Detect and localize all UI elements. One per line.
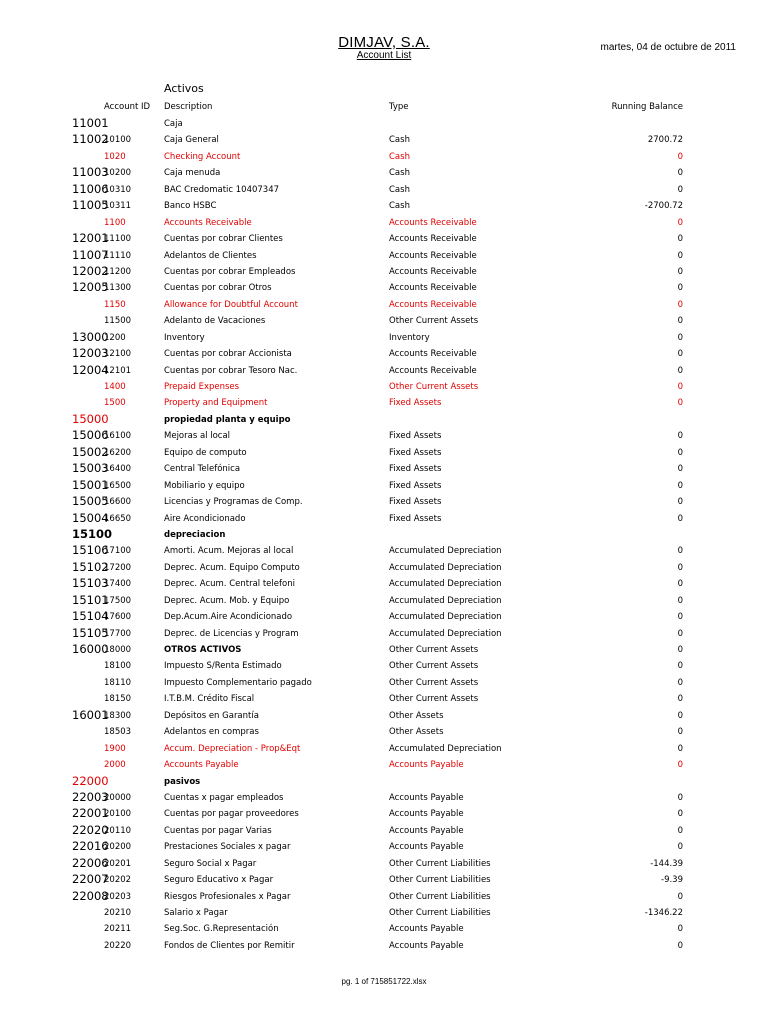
account-description: Salario x Pagar bbox=[164, 908, 228, 918]
running-balance: 0 bbox=[677, 727, 683, 738]
table-row bbox=[0, 132, 768, 148]
account-type: Cash bbox=[389, 135, 410, 146]
table-row bbox=[0, 724, 768, 740]
account-type: Other Current Assets bbox=[389, 694, 479, 705]
table-row bbox=[0, 790, 768, 806]
old-account-id: 15101 bbox=[72, 592, 109, 607]
account-type: Accounts Receivable bbox=[389, 283, 477, 294]
page-footer: pg. 1 of 715851722.xlsx bbox=[341, 977, 427, 986]
table-row bbox=[0, 198, 768, 214]
account-id: 20210 bbox=[104, 908, 132, 918]
account-id: 17700 bbox=[104, 628, 132, 639]
account-description: Mejoras al local bbox=[164, 431, 231, 442]
table-row bbox=[0, 658, 768, 674]
old-account-id: 15002 bbox=[72, 444, 109, 459]
account-description: depreciacion bbox=[164, 529, 226, 540]
table-row bbox=[0, 280, 768, 296]
old-account-id: 22000 bbox=[72, 773, 109, 788]
account-id: 20100 bbox=[104, 809, 132, 820]
running-balance: 0 bbox=[677, 842, 683, 853]
old-account-id: 22008 bbox=[72, 888, 109, 903]
running-balance: 0 bbox=[677, 628, 683, 639]
account-description: Deprec. Acum. Central telefoni bbox=[164, 579, 295, 590]
running-balance: 0 bbox=[677, 283, 683, 294]
table-row bbox=[0, 116, 768, 132]
old-account-id: 16000 bbox=[72, 642, 109, 656]
running-balance: 0 bbox=[677, 694, 683, 705]
old-account-id: 15004 bbox=[72, 510, 109, 525]
old-account-id: 22003 bbox=[72, 789, 109, 804]
old-account-id: 12004 bbox=[72, 362, 109, 377]
account-id: 11200 bbox=[104, 266, 132, 277]
account-id: 12101 bbox=[104, 365, 132, 376]
table-row bbox=[0, 626, 768, 642]
table-row bbox=[0, 428, 768, 444]
table-row bbox=[0, 609, 768, 625]
running-balance: 0 bbox=[677, 431, 683, 442]
account-id: 1150 bbox=[104, 299, 126, 310]
account-description: Adelanto de Vacaciones bbox=[164, 316, 266, 327]
old-account-id: 15001 bbox=[72, 477, 109, 492]
account-type: Accounts Receivable bbox=[389, 250, 477, 261]
old-account-id: 15005 bbox=[72, 494, 109, 509]
old-account-id: 15106 bbox=[72, 543, 109, 558]
table-row bbox=[0, 691, 768, 707]
account-id: 11110 bbox=[104, 250, 132, 261]
table-row bbox=[0, 889, 768, 905]
table-row bbox=[0, 511, 768, 527]
account-id: 11300 bbox=[104, 283, 132, 294]
account-id: 18150 bbox=[104, 694, 132, 705]
account-description: Cuentas por pagar Varias bbox=[164, 825, 272, 836]
table-row bbox=[0, 165, 768, 181]
account-type: Accumulated Depreciation bbox=[389, 595, 502, 606]
table-row bbox=[0, 527, 768, 543]
account-type: Fixed Assets bbox=[389, 447, 442, 458]
account-type: Accounts Receivable bbox=[389, 217, 477, 228]
col-header-type: Type bbox=[389, 102, 409, 112]
account-id: 20201 bbox=[104, 858, 132, 869]
account-id: 20110 bbox=[104, 825, 132, 836]
account-id: 20211 bbox=[104, 924, 132, 935]
account-id: 1200 bbox=[104, 332, 126, 343]
old-account-id: 22020 bbox=[72, 822, 109, 837]
old-account-id: 22007 bbox=[72, 872, 109, 887]
running-balance: 0 bbox=[677, 513, 683, 524]
table-row bbox=[0, 774, 768, 790]
running-balance: -1346.22 bbox=[644, 908, 683, 918]
old-account-id: 11003 bbox=[72, 165, 109, 180]
running-balance: 0 bbox=[677, 168, 683, 179]
old-account-id: 15006 bbox=[72, 428, 109, 443]
company-name: DIMJAV, S.A. bbox=[338, 34, 430, 51]
account-type: Accounts Payable bbox=[389, 842, 464, 853]
running-balance: -2700.72 bbox=[644, 201, 683, 212]
account-description: Dep.Acum.Aire Acondicionado bbox=[164, 612, 293, 623]
old-account-id: 15105 bbox=[72, 625, 109, 640]
account-type: Accounts Receivable bbox=[389, 234, 477, 245]
table-row bbox=[0, 494, 768, 510]
account-id: 17100 bbox=[104, 546, 132, 557]
account-type: Accumulated Depreciation bbox=[389, 562, 502, 573]
table-row bbox=[0, 938, 768, 954]
table-row bbox=[0, 675, 768, 691]
old-account-id: 11002 bbox=[72, 132, 109, 147]
table-row bbox=[0, 412, 768, 428]
running-balance: -9.39 bbox=[661, 875, 683, 886]
running-balance: 0 bbox=[677, 710, 683, 721]
table-row bbox=[0, 149, 768, 165]
account-description: pasivos bbox=[164, 776, 201, 787]
account-id: 17600 bbox=[104, 612, 132, 623]
table-row bbox=[0, 231, 768, 247]
account-description: Property and Equipment bbox=[164, 398, 268, 409]
account-id: 17200 bbox=[104, 562, 132, 573]
running-balance: 0 bbox=[677, 151, 683, 162]
account-type: Accumulated Depreciation bbox=[389, 743, 502, 754]
account-description: BAC Credomatic 10407347 bbox=[164, 184, 280, 195]
running-balance: 0 bbox=[677, 743, 683, 754]
old-account-id: 22001 bbox=[72, 806, 109, 821]
col-header-description: Description bbox=[164, 102, 213, 112]
account-type: Fixed Assets bbox=[389, 464, 442, 475]
old-account-id: 13000 bbox=[72, 329, 109, 344]
account-type: Accounts Receivable bbox=[389, 349, 477, 360]
account-id: 16500 bbox=[104, 480, 132, 491]
account-type: Other Current Assets bbox=[389, 645, 479, 655]
table-row bbox=[0, 741, 768, 757]
old-account-id: 12005 bbox=[72, 280, 109, 295]
table-row bbox=[0, 905, 768, 921]
old-account-id: 15103 bbox=[72, 576, 109, 591]
account-id: 18300 bbox=[104, 710, 132, 721]
table-row bbox=[0, 708, 768, 724]
account-id: 18110 bbox=[104, 677, 132, 688]
account-id: 20000 bbox=[104, 792, 132, 803]
account-description: Fondos de Clientes por Remitir bbox=[164, 940, 295, 951]
account-id: 18100 bbox=[104, 661, 132, 672]
account-description: Seguro Educativo x Pagar bbox=[164, 875, 274, 886]
account-type: Cash bbox=[389, 168, 410, 179]
account-type: Inventory bbox=[389, 332, 430, 343]
account-description: Accounts Receivable bbox=[164, 217, 252, 228]
account-type: Other Current Assets bbox=[389, 382, 479, 392]
account-id: 1400 bbox=[104, 382, 126, 392]
account-description: Cuentas por cobrar Empleados bbox=[164, 266, 296, 277]
running-balance: 0 bbox=[677, 382, 683, 392]
report-subtitle-text: Account List bbox=[356, 50, 412, 61]
account-type: Accounts Payable bbox=[389, 924, 464, 935]
account-id: 20202 bbox=[104, 875, 132, 886]
running-balance: 0 bbox=[677, 546, 683, 557]
table-row bbox=[0, 576, 768, 592]
running-balance: 0 bbox=[677, 316, 683, 327]
account-type: Accounts Receivable bbox=[389, 299, 477, 310]
running-balance: 0 bbox=[677, 497, 683, 508]
account-id: 1100 bbox=[104, 217, 126, 228]
running-balance: 0 bbox=[677, 332, 683, 343]
account-description: Seg.Soc. G.Representación bbox=[164, 924, 279, 935]
account-description: Deprec. Acum. Equipo Computo bbox=[164, 562, 300, 573]
old-account-id: 15104 bbox=[72, 609, 109, 624]
account-type: Other Current Assets bbox=[389, 661, 479, 672]
running-balance: 0 bbox=[677, 891, 683, 902]
table-row bbox=[0, 872, 768, 888]
old-account-id: 22016 bbox=[72, 839, 109, 854]
table-row bbox=[0, 806, 768, 822]
table-row bbox=[0, 363, 768, 379]
account-description: Deprec. de Licencias y Program bbox=[164, 628, 299, 639]
table-row bbox=[0, 330, 768, 346]
running-balance: 0 bbox=[677, 661, 683, 672]
account-description: Cuentas x pagar empleados bbox=[164, 792, 284, 803]
account-id: 11100 bbox=[104, 234, 132, 245]
running-balance: 0 bbox=[677, 562, 683, 573]
table-row bbox=[0, 297, 768, 313]
account-description: Adelantos en compras bbox=[164, 727, 259, 738]
running-balance: 0 bbox=[677, 365, 683, 376]
running-balance: 0 bbox=[677, 299, 683, 310]
account-description: Central Telefónica bbox=[164, 464, 241, 475]
table-row bbox=[0, 379, 768, 395]
table-row bbox=[0, 642, 768, 658]
account-id: 18000 bbox=[104, 645, 132, 655]
running-balance: 0 bbox=[677, 940, 683, 951]
old-account-id: 15000 bbox=[72, 411, 109, 426]
running-balance: 0 bbox=[677, 250, 683, 261]
account-type: Fixed Assets bbox=[389, 431, 442, 442]
account-id: 1900 bbox=[104, 743, 126, 754]
account-description: Equipo de computo bbox=[164, 447, 247, 458]
table-row bbox=[0, 823, 768, 839]
account-type: Accumulated Depreciation bbox=[389, 628, 502, 639]
account-description: Cuentas por pagar proveedores bbox=[164, 809, 299, 820]
account-description: Banco HSBC bbox=[164, 201, 217, 212]
account-type: Cash bbox=[389, 151, 410, 162]
old-account-id: 16001 bbox=[72, 707, 109, 722]
old-account-id: 15100 bbox=[72, 526, 113, 541]
account-description: Prepaid Expenses bbox=[164, 382, 240, 392]
table-row bbox=[0, 313, 768, 329]
table-row bbox=[0, 395, 768, 411]
account-description: Cuentas por cobrar Clientes bbox=[164, 234, 283, 245]
running-balance: 0 bbox=[677, 234, 683, 245]
running-balance: 0 bbox=[677, 792, 683, 803]
account-id: 11500 bbox=[104, 316, 132, 327]
account-type: Accumulated Depreciation bbox=[389, 546, 502, 557]
running-balance: 0 bbox=[677, 612, 683, 623]
table-row bbox=[0, 543, 768, 559]
account-type: Cash bbox=[389, 201, 410, 212]
account-type: Other Current Liabilities bbox=[389, 908, 491, 918]
section-title: Activos bbox=[164, 82, 204, 95]
account-type: Accounts Payable bbox=[389, 792, 464, 803]
account-id: 16400 bbox=[104, 464, 132, 475]
account-type: Accounts Payable bbox=[389, 809, 464, 820]
running-balance: 0 bbox=[677, 480, 683, 491]
report-date: martes, 04 de octubre de 2011 bbox=[600, 42, 736, 53]
running-balance: 0 bbox=[677, 266, 683, 277]
account-type: Other Current Assets bbox=[389, 677, 479, 688]
running-balance: 0 bbox=[677, 595, 683, 606]
table-row bbox=[0, 593, 768, 609]
account-description: OTROS ACTIVOS bbox=[164, 645, 242, 655]
account-id: 16600 bbox=[104, 497, 132, 508]
running-balance: 0 bbox=[677, 579, 683, 590]
old-account-id: 11005 bbox=[72, 198, 109, 213]
account-description: Deprec. Acum. Mob. y Equipo bbox=[164, 595, 290, 606]
account-description: Adelantos de Clientes bbox=[164, 250, 257, 261]
account-id: 16200 bbox=[104, 447, 132, 458]
running-balance: 0 bbox=[677, 677, 683, 688]
account-id: 2000 bbox=[104, 760, 126, 771]
account-id: 16650 bbox=[104, 513, 132, 524]
account-description: Checking Account bbox=[164, 151, 241, 162]
account-description: Licencias y Programas de Comp. bbox=[164, 497, 303, 508]
old-account-id: 12001 bbox=[72, 231, 109, 246]
old-account-id: 11007 bbox=[72, 247, 109, 262]
account-description: Caja menuda bbox=[164, 168, 221, 179]
running-balance: 0 bbox=[677, 398, 683, 409]
account-id: 16100 bbox=[104, 431, 132, 442]
table-row bbox=[0, 182, 768, 198]
old-account-id: 11001 bbox=[72, 116, 109, 130]
old-account-id: 15102 bbox=[72, 559, 109, 574]
account-id: 10200 bbox=[104, 168, 132, 179]
account-description: Prestaciones Sociales x pagar bbox=[164, 842, 291, 853]
running-balance: 0 bbox=[677, 447, 683, 458]
account-description: Impuesto S/Renta Estimado bbox=[164, 661, 282, 672]
running-balance: -144.39 bbox=[650, 858, 683, 869]
account-description: Cuentas por cobrar Otros bbox=[164, 283, 272, 294]
account-type: Other Assets bbox=[389, 727, 444, 738]
account-id: 1020 bbox=[104, 151, 126, 162]
running-balance: 0 bbox=[677, 217, 683, 228]
running-balance: 0 bbox=[677, 184, 683, 195]
account-type: Accumulated Depreciation bbox=[389, 612, 502, 623]
account-description: propiedad planta y equipo bbox=[164, 414, 291, 425]
account-id: 10100 bbox=[104, 135, 132, 146]
table-row bbox=[0, 757, 768, 773]
table-row bbox=[0, 346, 768, 362]
account-type: Accounts Payable bbox=[389, 825, 464, 836]
account-id: 17500 bbox=[104, 595, 132, 606]
table-row bbox=[0, 461, 768, 477]
account-description: Amorti. Acum. Mejoras al local bbox=[164, 546, 294, 557]
account-type: Other Current Liabilities bbox=[389, 891, 491, 902]
old-account-id: 15003 bbox=[72, 461, 109, 476]
account-description: Caja bbox=[164, 119, 183, 129]
account-id: 12100 bbox=[104, 349, 132, 360]
account-type: Other Current Assets bbox=[389, 316, 479, 327]
account-description: Caja General bbox=[164, 135, 219, 146]
account-description: Cuentas por cobrar Tesoro Nac. bbox=[164, 365, 298, 376]
account-type: Accounts Payable bbox=[389, 940, 464, 951]
account-id: 18503 bbox=[104, 727, 132, 738]
account-type: Fixed Assets bbox=[389, 513, 442, 524]
account-id: 20203 bbox=[104, 891, 132, 902]
account-description: Accounts Payable bbox=[164, 760, 239, 771]
old-account-id: 22006 bbox=[72, 855, 109, 870]
account-description: Mobiliario y equipo bbox=[164, 480, 245, 491]
running-balance: 0 bbox=[677, 825, 683, 836]
running-balance: 0 bbox=[677, 349, 683, 360]
account-id: 20220 bbox=[104, 940, 132, 951]
table-row bbox=[0, 921, 768, 937]
account-type: Accumulated Depreciation bbox=[389, 579, 502, 590]
col-header-running-balance: Running Balance bbox=[611, 102, 683, 112]
account-id: 10310 bbox=[104, 184, 132, 195]
table-row bbox=[0, 478, 768, 494]
table-row bbox=[0, 560, 768, 576]
table-row bbox=[0, 264, 768, 280]
account-type: Accounts Payable bbox=[389, 760, 464, 771]
account-type: Other Assets bbox=[389, 710, 444, 721]
account-table bbox=[0, 116, 768, 954]
account-type: Other Current Liabilities bbox=[389, 875, 491, 886]
old-account-id: 11006 bbox=[72, 181, 109, 196]
account-type: Fixed Assets bbox=[389, 497, 442, 508]
table-row bbox=[0, 445, 768, 461]
table-row bbox=[0, 215, 768, 231]
col-header-account-id: Account ID bbox=[104, 102, 151, 112]
old-account-id: 12002 bbox=[72, 263, 109, 278]
account-type: Cash bbox=[389, 184, 410, 195]
account-description: Accum. Depreciation - Prop&Eqt bbox=[164, 743, 301, 754]
account-type: Fixed Assets bbox=[389, 398, 442, 409]
account-id: 10311 bbox=[104, 201, 132, 212]
account-description: Riesgos Profesionales x Pagar bbox=[164, 891, 291, 902]
running-balance: 0 bbox=[677, 464, 683, 475]
account-description: Inventory bbox=[164, 332, 205, 343]
account-type: Accounts Receivable bbox=[389, 266, 477, 277]
table-row bbox=[0, 839, 768, 855]
account-type: Accounts Receivable bbox=[389, 365, 477, 376]
account-description: I.T.B.M. Crédito Fiscal bbox=[164, 694, 255, 705]
account-description: Aire Acondicionado bbox=[164, 513, 246, 524]
account-id: 17400 bbox=[104, 579, 132, 590]
account-description: Depósitos en Garantía bbox=[164, 710, 259, 721]
account-description: Cuentas por cobrar Accionista bbox=[164, 349, 292, 360]
account-id: 20200 bbox=[104, 842, 132, 853]
running-balance: 0 bbox=[677, 809, 683, 820]
running-balance: 0 bbox=[677, 760, 683, 771]
account-type: Other Current Liabilities bbox=[389, 858, 491, 869]
account-type: Fixed Assets bbox=[389, 480, 442, 491]
running-balance: 0 bbox=[677, 924, 683, 935]
account-id: 1500 bbox=[104, 398, 126, 409]
running-balance: 0 bbox=[677, 645, 683, 655]
old-account-id: 12003 bbox=[72, 346, 109, 361]
running-balance: 2700.72 bbox=[647, 135, 683, 146]
table-row bbox=[0, 856, 768, 872]
account-description: Allowance for Doubtful Account bbox=[164, 299, 298, 310]
account-description: Seguro Social x Pagar bbox=[164, 858, 257, 869]
table-row bbox=[0, 248, 768, 264]
account-description: Impuesto Complementario pagado bbox=[164, 677, 312, 688]
